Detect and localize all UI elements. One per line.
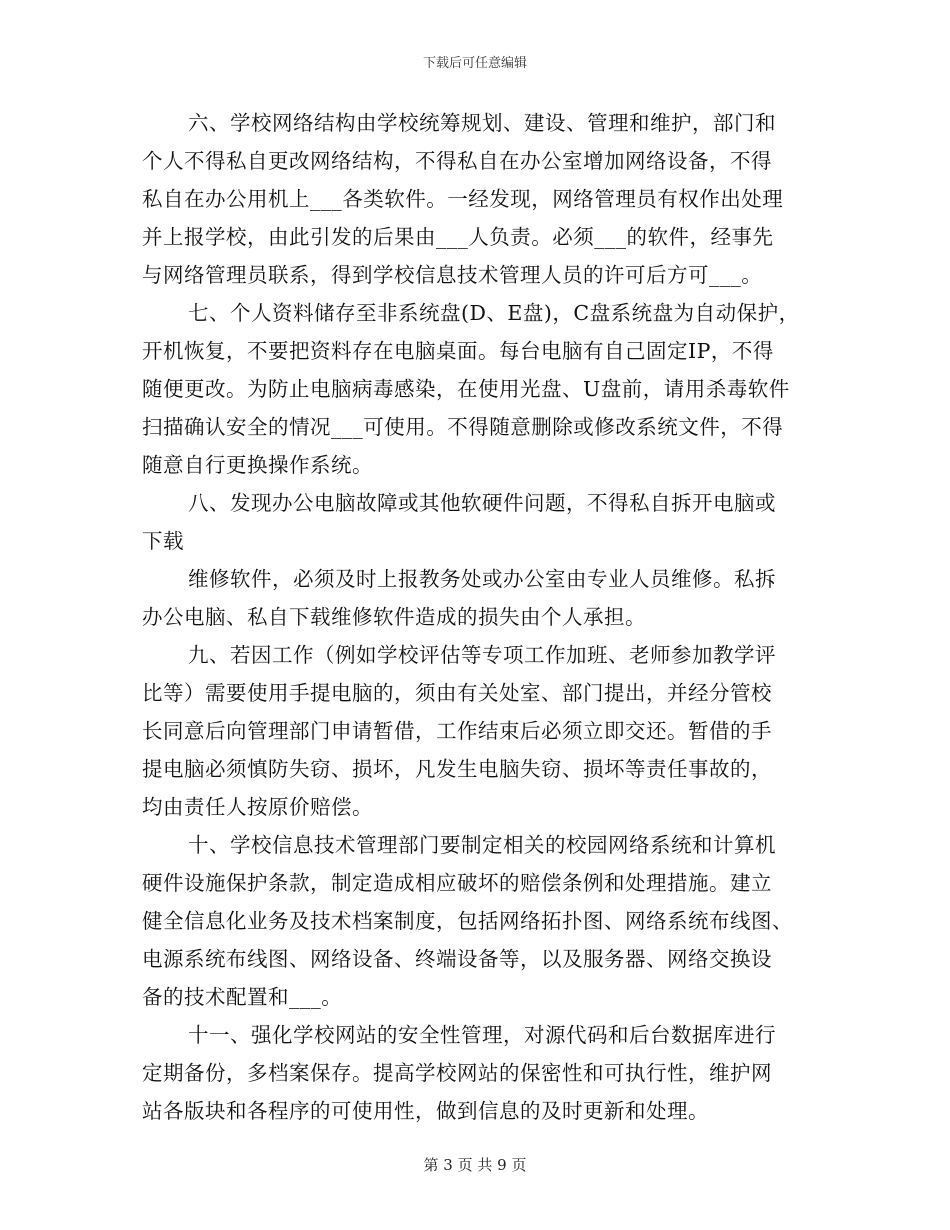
text-line: 长同意后向管理部门申请暂借，工作结束后必须立即交还。暂借的手	[142, 719, 772, 743]
text-line: 定期备份，多档案保存。提高学校网站的保密性和可执行性，维护网	[142, 1061, 772, 1085]
text-line: 十一、强化学校网站的安全性管理，对源代码和后台数据库进行	[188, 1023, 776, 1047]
document-body	[142, 104, 810, 1130]
text-line: 均由责任人按原价赔偿。	[142, 795, 373, 819]
text-line: 八、发现办公电脑故障或其他软硬件问题，不得私自拆开电脑或	[188, 491, 776, 515]
text-line: 九、若因工作（例如学校评估等专项工作加班、老师参加教学评	[188, 643, 776, 667]
text-line: 办公电脑、私自下载维修软件造成的损失由个人承担。	[142, 605, 646, 629]
text-line: 比等）需要使用手提电脑的，须由有关处室、部门提出，并经分管校	[142, 681, 772, 705]
text-line: 私自在办公用机上___各类软件。一经发现，网络管理员有权作出处理	[142, 187, 784, 211]
text-line: 下载	[142, 529, 184, 553]
text-line: 健全信息化业务及技术档案制度，包括网络拓扑图、网络系统布线图、	[142, 909, 793, 933]
text-line: 七、个人资料储存至非系统盘(D、E盘)，C盘系统盘为自动保护，	[188, 301, 800, 325]
text-line: 提电脑必须慎防失窃、损坏，凡发生电脑失窃、损坏等责任事故的，	[142, 757, 772, 781]
text-line: 个人不得私自更改网络结构，不得私自在办公室增加网络设备，不得	[142, 149, 772, 173]
text-line: 硬件设施保护条款，制定造成相应破坏的赔偿条例和处理措施。建立	[142, 871, 772, 895]
text-line: 备的技术配置和___。	[142, 985, 343, 1009]
text-line: 电源系统布线图、网络设备、终端设备等，以及服务器、网络交换设	[142, 947, 772, 971]
text-line: 维修软件，必须及时上报教务处或办公室由专业人员维修。私拆	[188, 567, 776, 591]
text-line: 随意自行更换操作系统。	[142, 453, 373, 477]
page-header: 下载后可任意编辑	[422, 56, 527, 71]
text-line: 扫描确认安全的情况___可使用。不得随意删除或修改系统文件，不得	[142, 415, 784, 439]
text-line: 与网络管理员联系，得到学校信息技术管理人员的许可后方可___。	[142, 263, 763, 287]
text-line: 并上报学校，由此引发的后果由___人负责。必须___的软件，经事先	[142, 225, 774, 249]
text-line: 站各版块和各程序的可使用性，做到信息的及时更新和处理。	[142, 1099, 709, 1123]
text-line: 开机恢复，不要把资料存在电脑桌面。每台电脑有自己固定IP，不得	[142, 339, 774, 363]
page-number: 第 3 页 共 9 页	[423, 1156, 527, 1174]
text-line: 十、学校信息技术管理部门要制定相关的校园网络系统和计算机	[188, 833, 776, 857]
text-line: 六、学校网络结构由学校统筹规划、建设、管理和维护，部门和	[188, 111, 776, 135]
text-line: 随便更改。为防止电脑病毒感染，在使用光盘、U盘前，请用杀毒软件	[142, 377, 790, 401]
